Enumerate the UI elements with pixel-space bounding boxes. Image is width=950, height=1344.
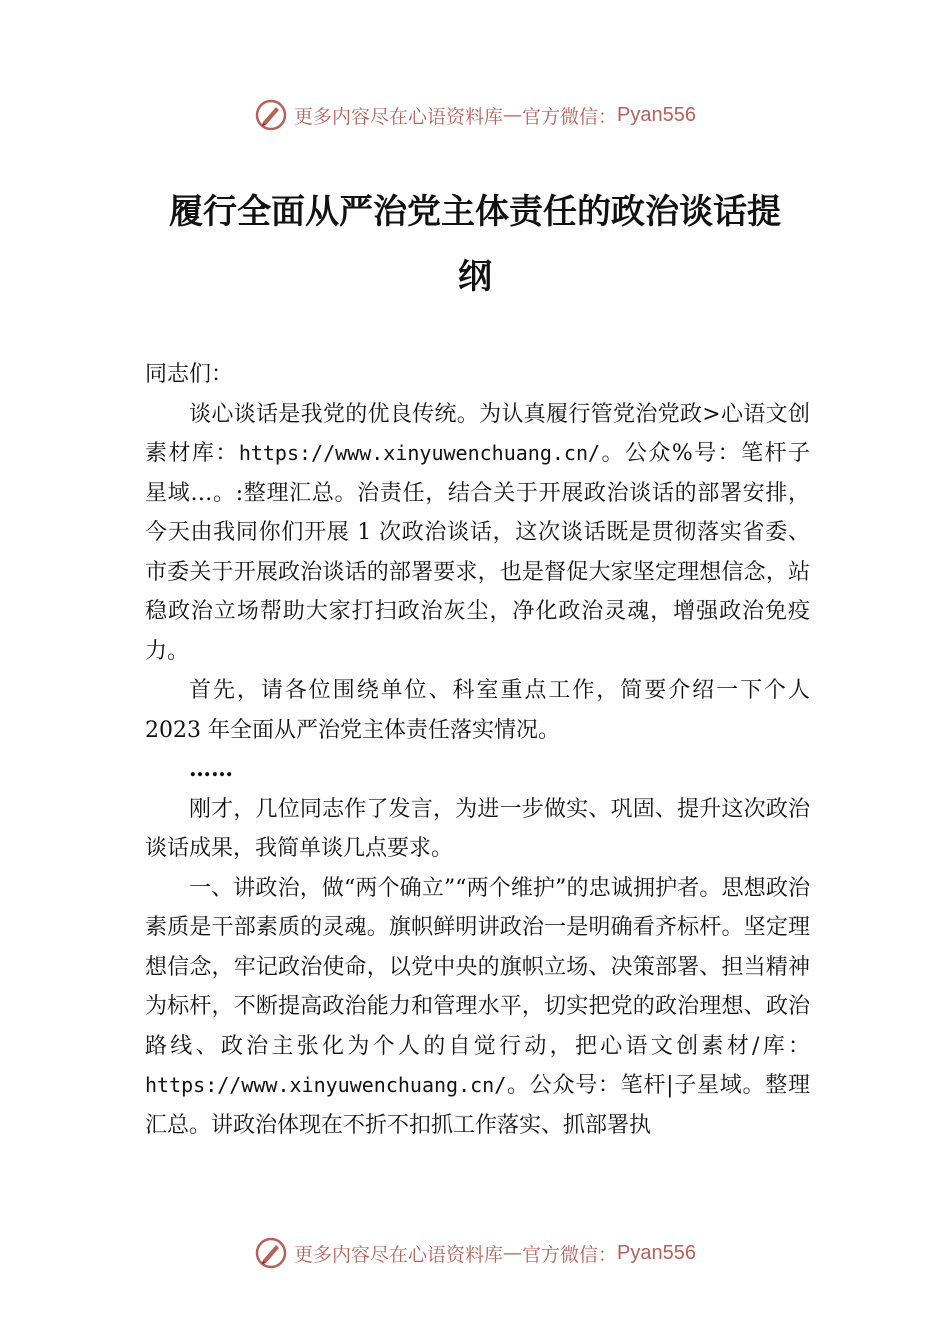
paragraph-4-text-a: 一、讲政治，做“两个确立”“两个维护”的忠诚拥护者。思想政治素质是干部素质的灵魂。旗帜鲜明讲政治一是明确看齐标杆。坚定理想信念，牢记政治使命，以党中央的旗帜立场、决策部署、担当精神为标杆，不断提高政治能力和管理水平，切实把党的政治理想、政治路线、政治主张化为个人的自觉行动，把心语文创素材/库：: [145, 875, 810, 1059]
watermark-brand-text: 更多内容尽在心语资料库: [294, 1243, 504, 1266]
watermark-header: [0, 95, 950, 135]
paragraph-2: 首先，请各位围绕单位、科室重点工作，简要介绍一下个人 2023 年全面从严治党主体责任落实情况。: [145, 678, 810, 743]
watermark-dash: —: [503, 104, 523, 126]
ellipsis-line: ……: [189, 756, 233, 782]
paragraph-4-url: https://www.xinyuwenchuang.cn/: [145, 1073, 507, 1097]
title-line-2: 纲: [458, 257, 492, 297]
paragraph-4-text-b: 。公众号：笔杆|子星域。整理汇总。讲政治体现在不折不扣抓工作落实、抓部署执: [145, 1073, 810, 1138]
paragraph-4: [145, 869, 810, 1146]
document-body: [145, 355, 810, 1145]
paragraph-1: [145, 395, 810, 672]
watermark-wechat-id: Pyan556: [617, 1241, 696, 1264]
paragraph-1-url: https://www.xinyuwenchuang.cn/: [238, 441, 601, 465]
paragraph-1-text-b: 。公众%号：笔杆子星域…。:整理汇总。治责任，结合关于开展政治谈话的部署安排，今天由我同你们开展 1 次政治谈话，这次谈话既是贯彻落实省委、市委关于开展政治谈话的部署要求，也是督促大家坚定理想信念，站稳政治立场帮助大家打扫政治灰尘，净化政治灵魂，增强政治免疫力。: [145, 441, 810, 664]
pen-circle-logo-icon: [254, 98, 288, 132]
paragraph-1-text-a: 谈心谈话是我党的优良传统。为认真履行管党治党政>心语文创素材库：: [145, 401, 810, 466]
watermark-dash: —: [503, 1242, 523, 1264]
watermark-wechat-label: 官方微信：: [522, 105, 618, 128]
title-line-1: 履行全面从严治党主体责任的政治谈话提: [169, 192, 781, 232]
watermark-brand-text: 更多内容尽在心语资料库: [294, 105, 504, 128]
watermark-footer: [0, 1233, 950, 1273]
salutation: 同志们：: [145, 362, 234, 387]
document-title: [140, 180, 810, 310]
paragraph-3: 刚才，几位同志作了发言，为进一步做实、巩固、提升这次政治谈话成果，我简单谈几点要求。: [145, 796, 810, 861]
watermark-wechat-id: Pyan556: [617, 103, 696, 126]
pen-circle-logo-icon: [254, 1236, 288, 1270]
watermark-wechat-label: 官方微信：: [522, 1243, 618, 1266]
